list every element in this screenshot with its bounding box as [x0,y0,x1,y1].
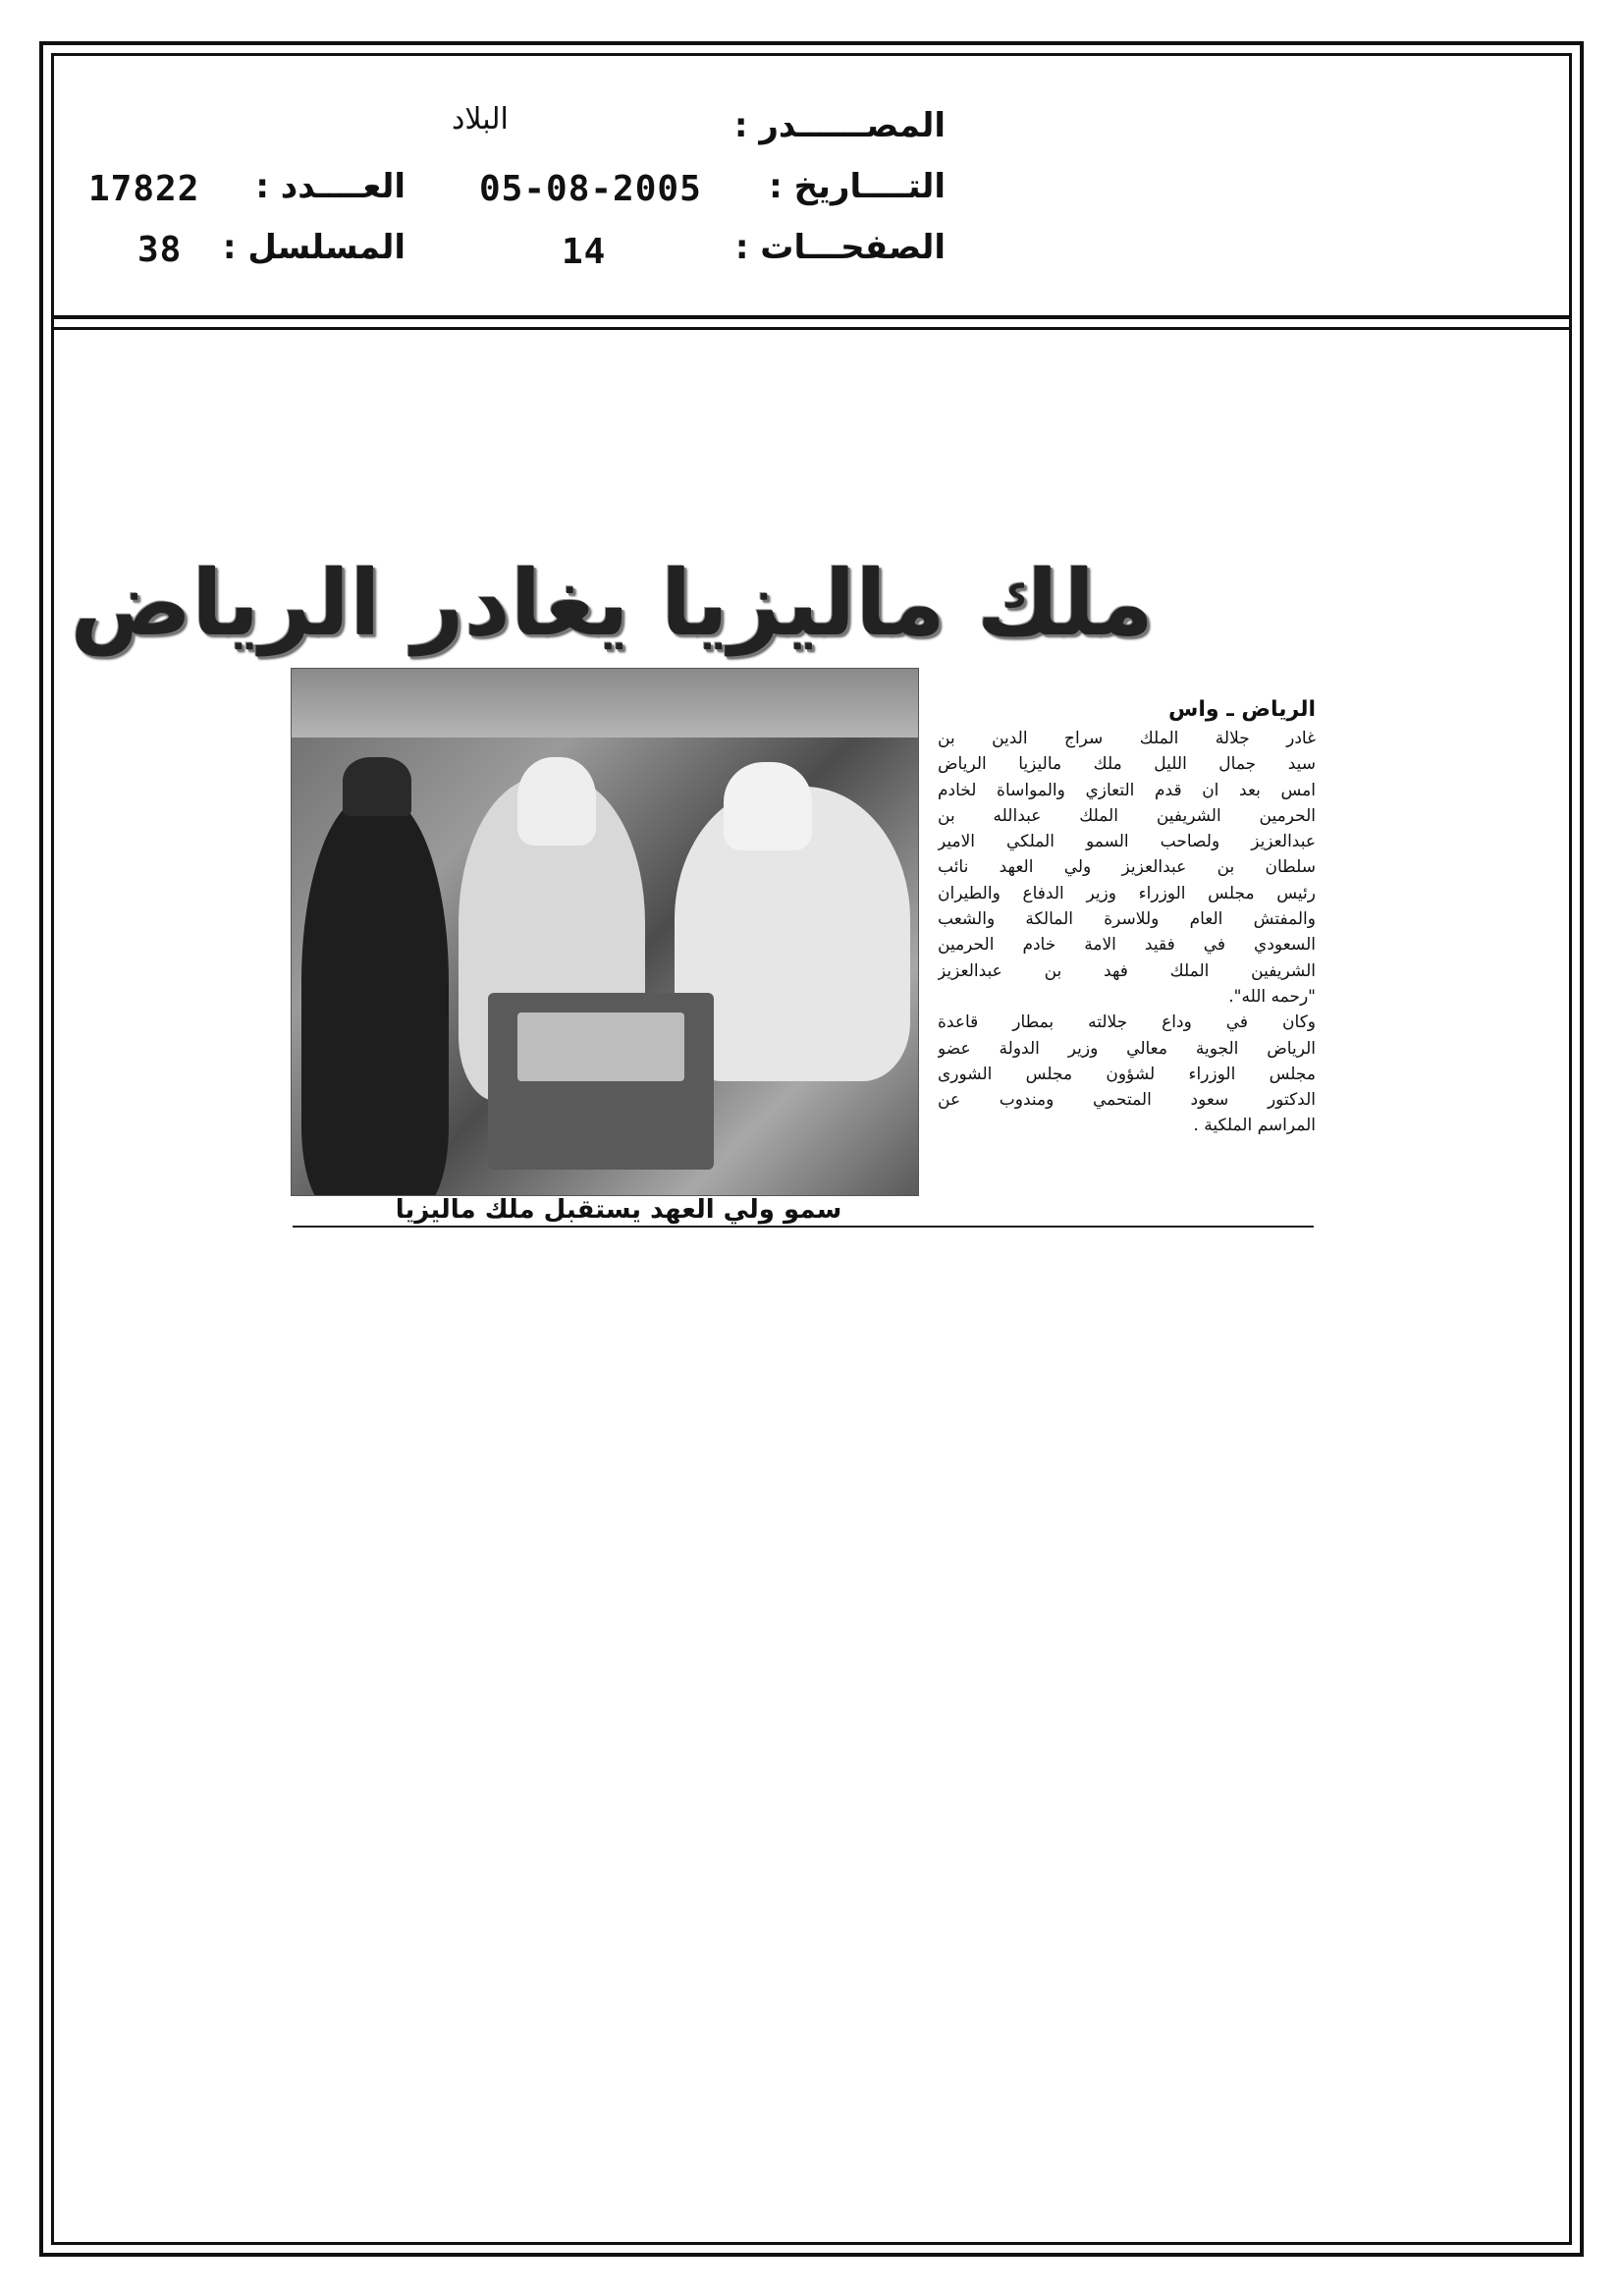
article-line: الرياض الجوية معالي وزير الدولة عضو [938,1038,1316,1059]
article-line: وكان في وداع جلالته بمطار قاعدة [938,1012,1316,1033]
source-value: البلاد [452,102,509,137]
pages-label: الصفحـــات : [734,228,946,267]
serial-label: المسلسل : [222,228,406,267]
photo-caption: سمو ولي العهد يستقبل ملك ماليزيا [395,1195,842,1225]
article-line: عبدالعزيز ولصاحب السمو الملكي الامير [938,832,1316,852]
article-line: الشريفين الملك فهد بن عبدالعزيز [938,960,1316,981]
serial-value: 38 [137,230,183,270]
article-line: السعودي في فقيد الامة خادم الحرمين [938,935,1316,956]
article-line: الدكتور سعود المتحمي ومندوب عن [938,1090,1316,1111]
pages-value: 14 [562,232,607,272]
issue-label: العــــدد : [255,167,406,206]
article-dateline: الرياض ـ واس [1167,697,1316,722]
article-photo [291,668,919,1196]
article-line: "رحمه الله". [1228,986,1316,1007]
issue-value: 17822 [88,169,200,209]
date-value: 05-08-2005 [479,169,702,209]
article-line: رئيس مجلس الوزراء وزير الدفاع والطيران [938,883,1316,903]
header-divider [51,315,1572,319]
article-body [938,697,1316,1139]
article-line: والمفتش العام وللاسرة المالكة والشعب [938,909,1316,930]
article-line: سيد جمال الليل ملك ماليزيا الرياض [938,754,1316,775]
article-line: المراسم الملكية . [1193,1116,1316,1136]
source-label: المصــــــدر : [733,106,946,145]
article-line: مجلس الوزراء لشؤون مجلس الشورى [938,1064,1316,1084]
article-line: امس بعد ان قدم التعازي والمواساة لخادم [938,780,1316,800]
header-divider-secondary [51,327,1572,330]
clipping-bottom-rule [293,1226,1314,1228]
date-label: التــــاريخ : [769,167,946,206]
article-line: الحرمين الشريفين الملك عبدالله بن [938,805,1316,826]
article-headline: ملك ماليزيا يغادر الرياض [70,551,1154,656]
article-line: سلطان بن عبدالعزيز ولي العهد نائب [938,857,1316,878]
article-line: غادر جلالة الملك سراج الدين بن [938,729,1316,748]
